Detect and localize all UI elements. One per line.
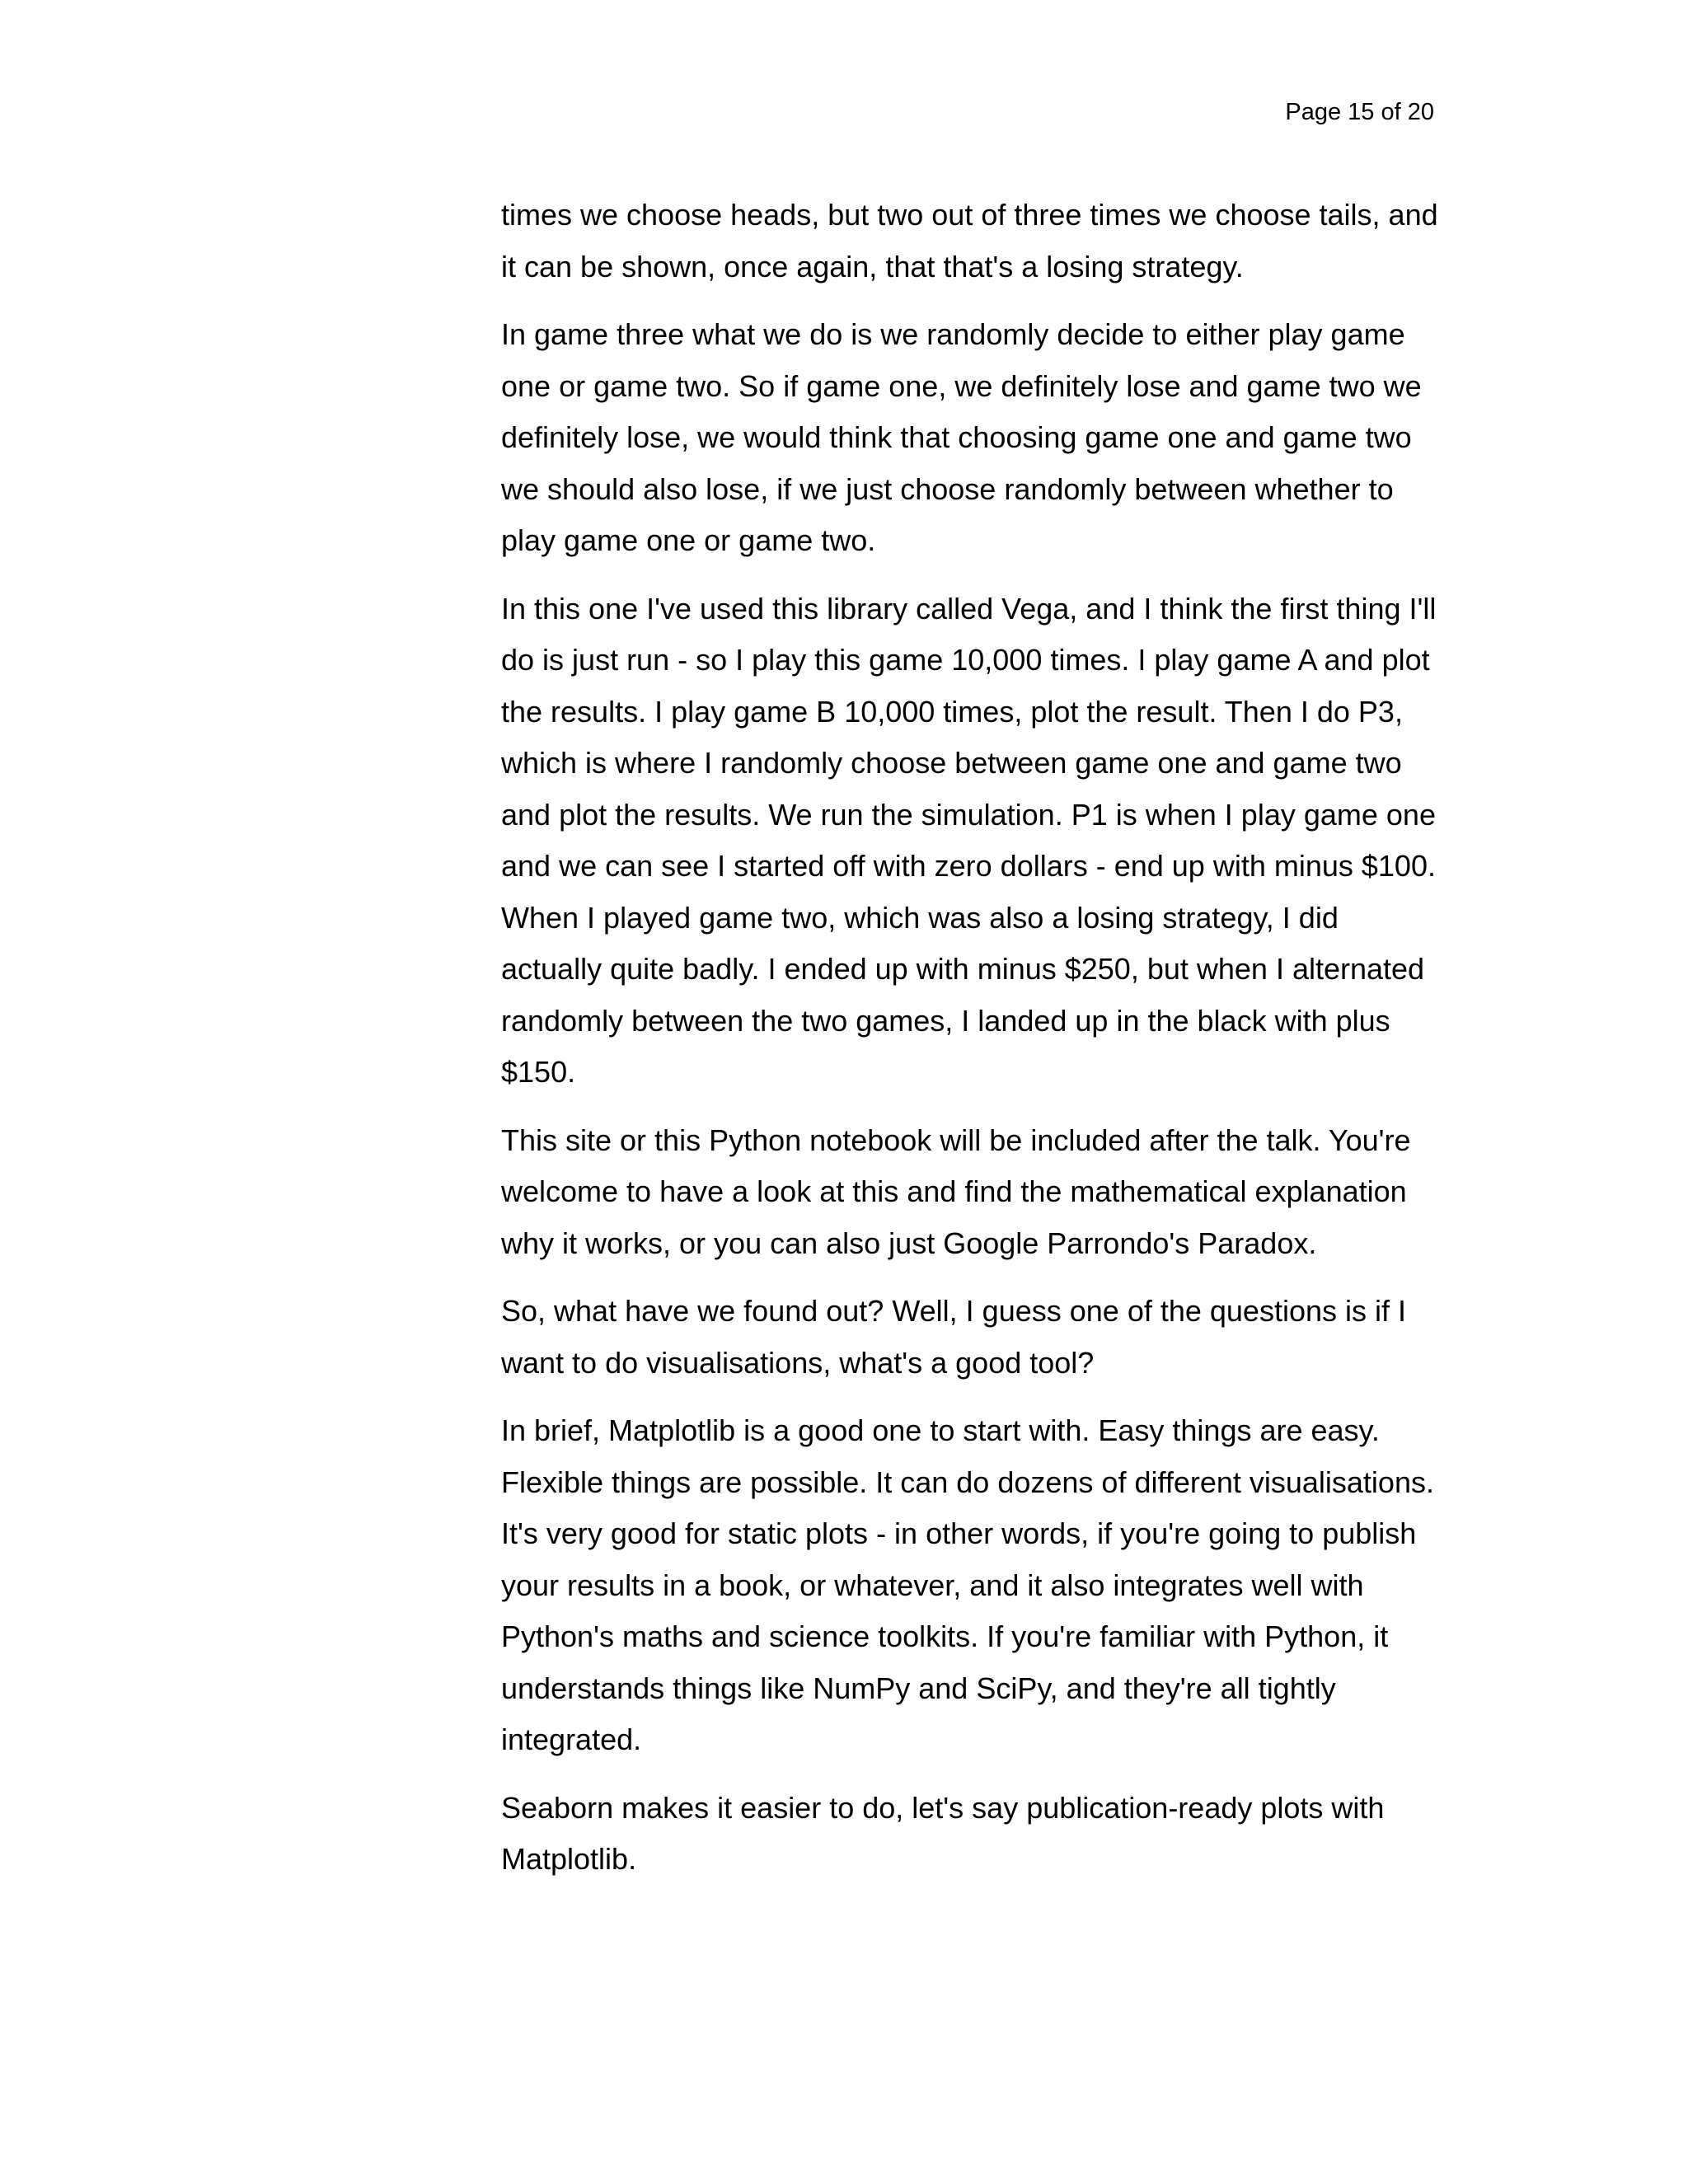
paragraph: Seaborn makes it easier to do, let's say publication-ready plots with Matplotlib. — [501, 1790, 1385, 1876]
document-body — [501, 190, 1441, 1902]
paragraph: times we choose heads, but two out of three times we choose tails, and it can be shown, once again, that that's a losing strategy. — [501, 198, 1438, 284]
paragraph: So, what have we found out? Well, I guess one of the questions is if I want to do visualisations, what's a good tool? — [501, 1294, 1406, 1380]
paragraph: In game three what we do is we randomly decide to either play game one or game two. So if game one, we definitely lose and game two we definitely lose, we would think that choosing game one and game two we should also lose, if we just choose randomly between whether to play game one or game two. — [501, 317, 1422, 557]
paragraph: This site or this Python notebook will be included after the talk. You're welcome to have a look at this and find the mathematical explanation why it works, or you can also just Google Parrondo's Paradox. — [501, 1122, 1411, 1260]
page-number: Page 15 of 20 — [1285, 99, 1434, 125]
paragraph: In this one I've used this library called Vega, and I think the first thing I'll do is just run - so I play this game 10,000 times. I play game A and plot the results. I play game B 10,000 times, plot the result. Then I do P3, which is where I randomly choose between game one and game two and plot the results. We run the simulation. P1 is when I play game one and we can see I started off with zero dollars - end up with minus $100. When I played game two, which was also a losing strategy, I did actually quite badly. I ended up with minus $250, but when I alternated randomly between the two games, I landed up in the black with plus $150. — [501, 591, 1437, 1089]
paragraph: In brief, Matplotlib is a good one to start with. Easy things are easy. Flexible things are possible. It can do dozens of different visualisations. It's very good for static plots - in other words, if you're going to publish your results in a book, or whatever, and it also integrates well with Python's maths and science toolkits. If you're familiar with Python, it understands things like NumPy and SciPy, and they're all tightly integrated. — [501, 1413, 1434, 1756]
